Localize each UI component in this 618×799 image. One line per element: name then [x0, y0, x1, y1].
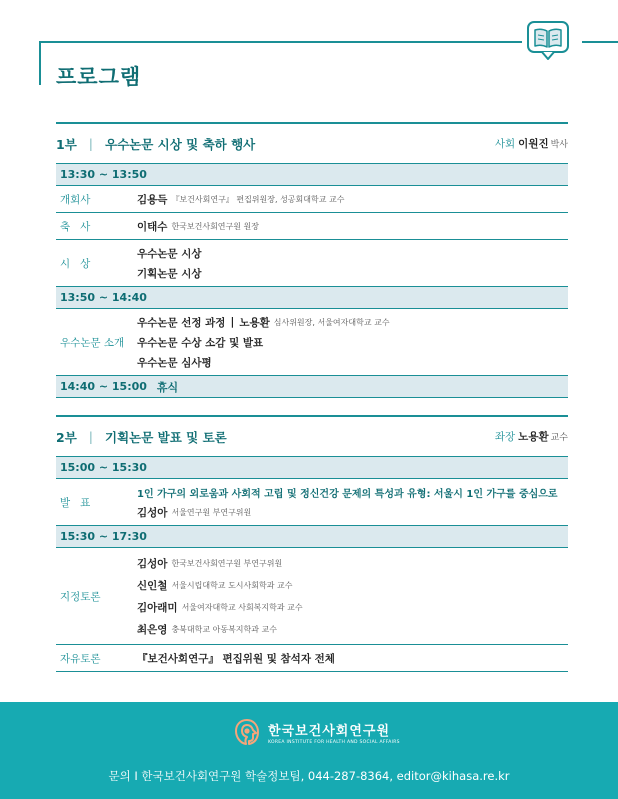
- part2-chair: [495, 429, 568, 444]
- speaker-affiliation: 심사위원장, 서울여자대학교 교수: [273, 317, 390, 327]
- host-name: 이원진: [518, 138, 549, 150]
- award-item: 우수논문 시상: [137, 247, 202, 260]
- chair-title: 교수: [550, 433, 568, 443]
- face-profile-icon: [232, 717, 262, 747]
- footer: [0, 702, 618, 799]
- break-label: 휴식: [156, 380, 179, 394]
- row-label: 우수논문 소개: [60, 336, 125, 349]
- time-slot-4-text: 15:00 ~ 15:30: [60, 461, 147, 474]
- discussant-affiliation: 충북대학교 아동복지학과 교수: [171, 624, 277, 634]
- agenda-item: 우수논문 심사평: [137, 356, 212, 369]
- part1-title: 우수논문 시상 및 축하 행사: [105, 136, 256, 152]
- program-row-presentation: [56, 479, 568, 526]
- paper-title: 1인 가구의 외로움과 사회적 고립 및 정신건강 문제의 특성과 유형: 서울시 1인 가구를 중심으로: [137, 488, 558, 500]
- agenda-item: 우수논문 선정 과정: [137, 316, 226, 329]
- org-name-en: KOREA INSTITUTE FOR HEALTH AND SOCIAL AFFAIRS: [268, 739, 400, 745]
- chair-name: 노용환: [518, 431, 549, 443]
- agenda-item: 우수논문 수상 소감 및 발표: [137, 336, 264, 349]
- part2-separator: |: [88, 429, 93, 444]
- header-rule-vertical: [39, 41, 41, 85]
- header-rule-left: [39, 41, 522, 43]
- chair-role: 좌장: [494, 431, 516, 443]
- speaker-affiliation: 『보건사회연구』 편집위원장, 성공회대학교 교수: [171, 194, 345, 204]
- part1-separator: |: [88, 136, 93, 151]
- time-slot-1-text: 13:30 ~ 13:50: [60, 168, 147, 181]
- book-speech-icon: [526, 20, 570, 60]
- speaker-name: 이태수: [137, 220, 168, 233]
- discussant-name: 신인철: [137, 579, 168, 592]
- time-slot-5: [56, 526, 568, 548]
- time-slot-2-text: 13:50 ~ 14:40: [60, 291, 147, 304]
- agenda-separator: |: [230, 316, 235, 328]
- free-discussion-text: 『보건사회연구』 편집위원 및 참석자 전체: [137, 652, 335, 665]
- presenter-name: 김성아: [137, 506, 168, 519]
- time-slot-3: [56, 376, 568, 398]
- discussant-name: 김아래미: [137, 601, 178, 614]
- award-item: 기획논문 시상: [137, 267, 202, 280]
- discussant-affiliation: 한국보건사회연구원 부연구위원: [171, 558, 283, 568]
- host-title: 박사: [550, 140, 568, 150]
- program-row-awards: [56, 240, 568, 287]
- program-row-free-discussion: [56, 645, 568, 672]
- row-label: 자유토론: [60, 652, 101, 665]
- presenter-affiliation: 서울연구원 부연구위원: [171, 507, 252, 517]
- org-logo: [232, 717, 400, 747]
- part1-host: [495, 136, 568, 151]
- time-slot-1: [56, 164, 568, 186]
- header-rule-right: [582, 41, 618, 43]
- row-label: 개회사: [60, 193, 91, 206]
- host-role: 사회: [494, 138, 516, 150]
- discussant-affiliation: 서울여자대학교 사회복지학과 교수: [181, 602, 303, 612]
- time-slot-5-text: 15:30 ~ 17:30: [60, 530, 147, 543]
- program-row-congrats: [56, 213, 568, 240]
- contact-info: 문의 I 한국보건사회연구원 학술정보팀, 044-287-8364, editor@kihasa.re.kr: [108, 769, 510, 783]
- discussant-name: 최은영: [137, 623, 168, 636]
- part2-title: 기획논문 발표 및 토론: [105, 429, 227, 445]
- row-label: 발 표: [60, 496, 91, 509]
- time-slot-2: [56, 287, 568, 309]
- part1-section: [56, 122, 568, 398]
- discussant-name: 김성아: [137, 557, 168, 570]
- part2-section: [56, 415, 568, 672]
- row-label: 축 사: [60, 220, 91, 233]
- program-row-best-papers: [56, 309, 568, 376]
- program-row-opening: [56, 186, 568, 213]
- row-label: 지정토론: [60, 590, 101, 603]
- time-slot-3-text: 14:40 ~ 15:00: [60, 380, 147, 393]
- part2-label: 2부: [56, 429, 77, 445]
- part2-header: [56, 417, 568, 457]
- speaker-affiliation: 한국보건사회연구원 원장: [171, 221, 259, 231]
- part1-label: 1부: [56, 136, 77, 152]
- part1-header: [56, 124, 568, 164]
- page-title: 프로그램: [56, 65, 142, 89]
- program-row-discussion: [56, 548, 568, 645]
- org-name-ko: 한국보건사회연구원: [268, 723, 391, 739]
- time-slot-4: [56, 457, 568, 479]
- discussant-affiliation: 서울시립대학교 도시사회학과 교수: [171, 580, 293, 590]
- speaker-name: 노용환: [239, 316, 270, 329]
- speaker-name: 김용득: [137, 193, 168, 206]
- row-label: 시 상: [60, 257, 91, 270]
